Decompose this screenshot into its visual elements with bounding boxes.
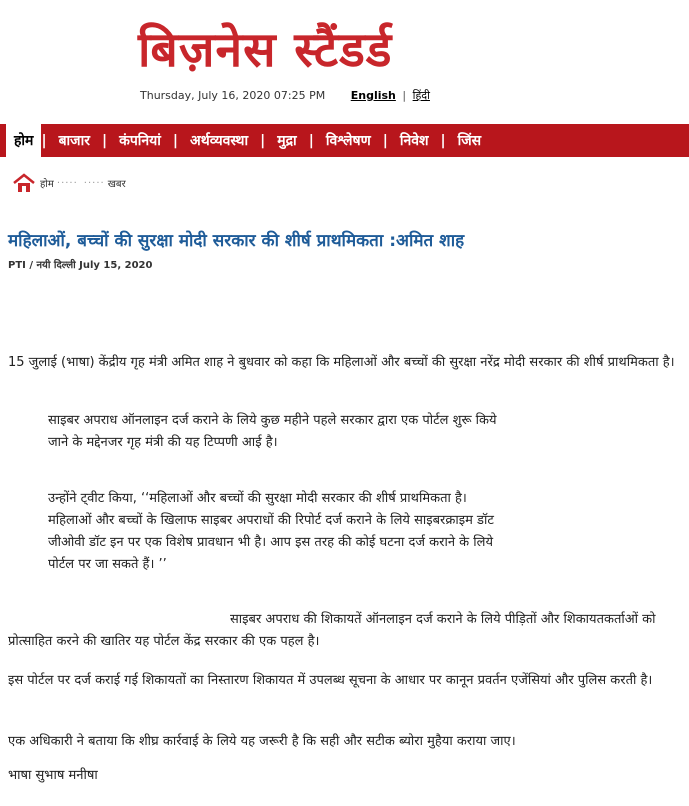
site-logo[interactable]: बिज़नेस स्टैंडर्ड — [138, 22, 393, 78]
nav-investment[interactable]: निवेश — [399, 133, 429, 149]
nav-separator: | — [308, 132, 314, 149]
nav-commodities[interactable]: जिंस — [457, 133, 482, 149]
nav-companies[interactable]: कंपनियां — [119, 133, 161, 149]
nav-separator: | — [172, 132, 179, 149]
breadcrumb — [12, 173, 126, 193]
article-paragraph: साइबर अपराध की शिकायतें ऑनलाइन दर्ज कराने के लिये पीड़ितों और शिकायतकर्ताओं को प्रोत्साहित करने की खातिर यह पोर्टल केंद्र सरकार की एक पहल है। — [8, 612, 656, 649]
article-byline: PTI / नयी दिल्ली July 15, 2020 — [8, 260, 153, 271]
current-date: Thursday, July 16, 2020 07:25 PM — [140, 89, 326, 102]
article-credits: भाषा सुभाष मनीषा — [8, 768, 98, 783]
nav-currency[interactable]: मुद्रा — [277, 133, 297, 149]
article-paragraph: साइबर अपराध ऑनलाइन दर्ज कराने के लिये कुछ महीने पहले सरकार द्वारा एक पोर्टल शुरू किये जाने के मद्देनजर गृह मंत्री की यह टिप्पणी आई है। — [48, 413, 497, 450]
nav-analysis[interactable]: विश्लेषण — [325, 133, 371, 149]
article-paragraph: 15 जुलाई (भाषा) केंद्रीय गृह मंत्री अमित शाह ने बुधवार को कहा कि महिलाओं और बच्चों की सुरक्षा नरेंद्र मोदी सरकार की शीर्ष प्राथमिकता है। — [8, 355, 675, 370]
language-separator: | — [402, 89, 407, 102]
article-paragraph: एक अधिकारी ने बताया कि शीघ्र कार्रवाई के लिये यह जरूरी है कि सही और सटीक ब्योरा मुहैया कराया जाए। — [8, 734, 516, 749]
breadcrumb-current: खबर — [107, 179, 126, 190]
breadcrumb-home[interactable]: होम — [40, 179, 54, 190]
nav-separator: | — [440, 132, 446, 149]
nav-economy[interactable]: अर्थव्यवस्था — [190, 133, 249, 149]
main-navigation — [0, 124, 689, 157]
article-paragraph: इस पोर्टल पर दर्ज कराई गई शिकायतों का निस्तारण शिकायत में उपलब्ध सूचना के आधार पर कानून प्रवर्तन एजेंसियां और पुलिस करती है। — [8, 673, 653, 688]
article-headline: महिलाओं, बच्चों की सुरक्षा मोदी सरकार की शीर्ष प्राथमिकता :अमित शाह — [8, 231, 465, 251]
article-quote: उन्होंने ट्वीट किया, ‘‘महिलाओं और बच्चों की सुरक्षा मोदी सरकार की शीर्ष प्राथमिकता है। महिलाओं और बच्चों के खिलाफ साइबर अपराधों की रिपोर्ट दर्ज कराने के लिये साइबरक्राइम डॉट जीओवी डॉट इन पर एक विशेष प्रावधान भी है। आप इस तरह की कोई घटना दर्ज कराने के लिये पोर्टल पर जा सकते हैं। ’’ — [48, 491, 494, 572]
dateline — [140, 88, 430, 103]
nav-separator: | — [260, 132, 266, 149]
nav-separator: | — [101, 132, 108, 149]
language-hindi-link[interactable]: हिंदी — [412, 89, 430, 102]
breadcrumb-separator: ····· — [56, 177, 78, 189]
nav-bazaar[interactable]: बाजार — [58, 133, 90, 149]
nav-separator: | — [41, 132, 47, 149]
breadcrumb-separator: ····· — [83, 177, 105, 189]
language-english-link[interactable]: English — [350, 89, 396, 102]
masthead — [0, 0, 689, 120]
nav-home[interactable]: होम — [6, 124, 41, 157]
home-icon[interactable] — [12, 173, 36, 193]
nav-separator: | — [382, 132, 388, 149]
